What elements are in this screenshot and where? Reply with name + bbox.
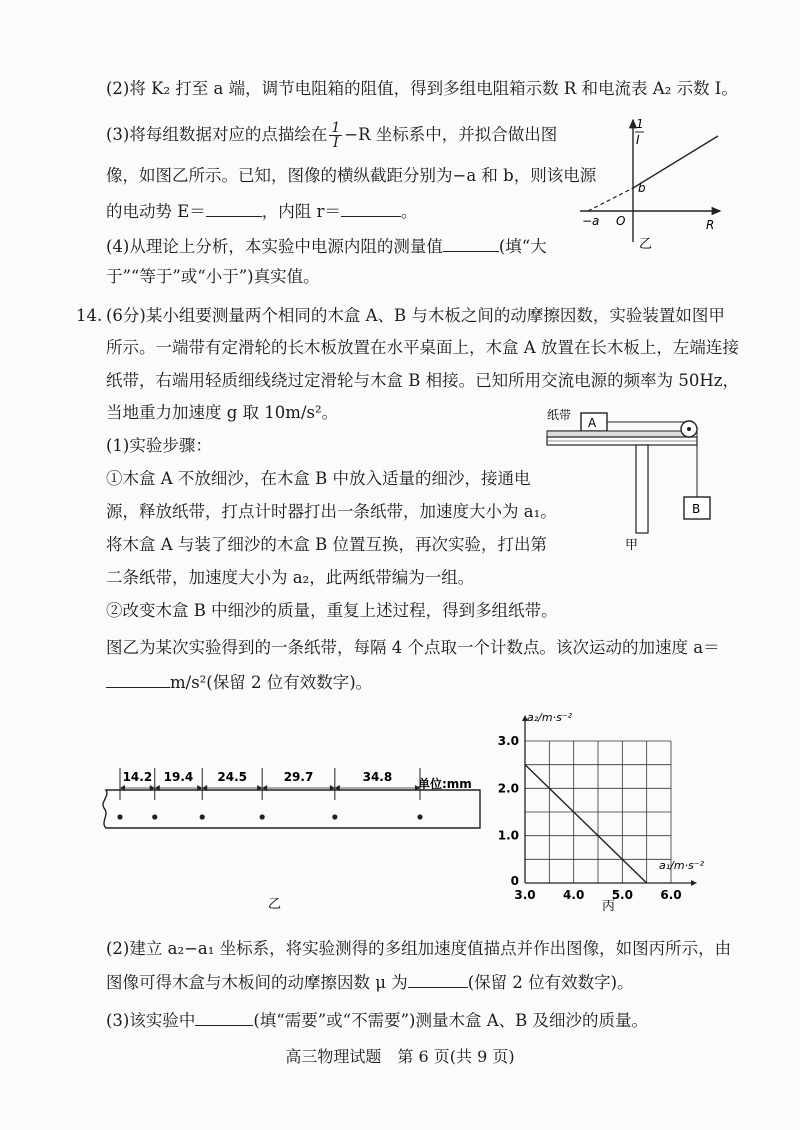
segment-length-label: 34.8: [362, 770, 393, 784]
tape-dot: [200, 814, 205, 819]
tape-dot: [332, 814, 337, 819]
q13-part3-pre: (3)将每组数据对应的点描绘在: [106, 125, 328, 144]
subq3-answer-blank[interactable]: [195, 1009, 253, 1026]
extrapolated-dashed-line: [588, 188, 633, 211]
question-14-line3: 纸带，右端用轻质细线绕过定滑轮与木盒 B 相接。已知所用交流电源的频率为 50Hz，: [106, 371, 739, 390]
segment-length-label: 24.5: [217, 770, 247, 784]
tape-dot: [417, 814, 422, 819]
paper-tape-label: 纸带: [547, 408, 572, 422]
x-axis-arrow: [691, 880, 697, 886]
y-label-denominator: I: [636, 133, 640, 147]
origin-label: O: [616, 214, 626, 228]
subq2-line2: [106, 971, 634, 994]
figure-yi-inverse-current-graph: [570, 112, 730, 252]
y-label-numerator: 1: [636, 117, 644, 131]
part4-answer-blank[interactable]: [443, 235, 499, 252]
page-footer: 高三物理试题 第 6 页(共 9 页): [285, 1047, 515, 1066]
subq2-line1: (2)建立 a₂−a₁ 坐标系，将实验测得的多组加速度值描点并作出图像，如图丙所示，由: [106, 939, 732, 958]
figure-yi-paper-tape: [98, 760, 488, 910]
question-14-line2: 所示。一端带有定滑轮的长木板放置在水平桌面上，木盒 A 放置在长木板上，左端连接: [106, 338, 739, 357]
figure-jia-apparatus: [543, 405, 713, 555]
x-tick-label: 6.0: [660, 888, 682, 902]
table-leg: [636, 445, 648, 533]
segment-length-label: 29.7: [283, 770, 314, 784]
question-14-number: 14.: [76, 306, 103, 325]
question-14-line4: 当地重力加速度 g 取 10m/s²。: [106, 403, 339, 422]
fit-line: [633, 136, 718, 188]
part4-options: (填“大: [498, 237, 547, 256]
acceleration-unit: m/s²(保留 2 位有效数字)。: [170, 673, 373, 692]
subq3-options: (填“需要”或“不需要”)测量木盒 A、B 及细沙的质量。: [253, 1011, 649, 1030]
segment-length-label: 14.2: [122, 770, 153, 784]
chart-x-label: a₁/m·s⁻²: [659, 859, 705, 872]
friction-coefficient-prompt: 图像可得木盒与木板间的动摩擦因数 μ 为: [106, 973, 408, 992]
steps-title: (1)实验步骤：: [106, 436, 212, 455]
question-14-line1: (6分)某小组要测量两个相同的木盒 A、B 与木板之间的动摩擦因数，实验装置如图甲: [106, 306, 725, 325]
q13-part3-post: −R 坐标系中，并拟合做出图: [344, 125, 558, 144]
step1-line4: 二条纸带，加速度大小为 a₂，此两纸带编为一组。: [106, 568, 475, 587]
box-a-label: A: [588, 416, 597, 430]
step1-line2: 源，释放纸带，打点计时器打出一条纸带，加速度大小为 a₁。: [106, 502, 557, 521]
step2: ②改变木盒 B 中细沙的质量，重复上述过程，得到多组纸带。: [106, 601, 558, 620]
tape-unit-label: 单位:mm: [418, 777, 472, 791]
internal-resistance-prompt: ，内阻 r＝: [261, 202, 341, 221]
figure-bing-chart: [497, 705, 717, 930]
fraction-denominator: I: [333, 135, 339, 151]
friction-coefficient-answer-blank[interactable]: [408, 971, 468, 988]
series-line: [525, 765, 647, 883]
segment-length-label: 19.4: [163, 770, 194, 784]
emf-prompt: 的电动势 E＝: [106, 202, 206, 221]
step1-line1: ①木盒 A 不放细沙，在木盒 B 中放入适量的细沙，接通电: [106, 469, 531, 488]
friction-coefficient-note: (保留 2 位有效数字)。: [467, 973, 634, 992]
y-tick-label: 2.0: [497, 781, 519, 796]
emf-answer-blank[interactable]: [206, 200, 262, 217]
tape-caption: 乙: [268, 897, 282, 910]
y-tick-label: 1.0: [497, 828, 519, 843]
box-b-label: B: [692, 502, 701, 516]
part4-prompt: (4)从理论上分析，本实验中电源内阻的测量值: [106, 237, 443, 256]
subq3-prompt: (3)该实验中: [106, 1011, 196, 1030]
x-tick-label: 4.0: [563, 888, 585, 902]
figure-caption: 乙: [639, 237, 653, 252]
x-tick-label: 5.0: [611, 888, 633, 902]
step1-line3: 将木盒 A 与装了细沙的木盒 B 位置互换，再次实验，打出第: [106, 535, 548, 554]
fraction-numerator: 1: [331, 120, 341, 136]
tape-dot: [260, 814, 265, 819]
acceleration-answer-blank[interactable]: [106, 671, 170, 688]
resistance-answer-blank[interactable]: [341, 200, 401, 217]
pulley-axle: [687, 427, 691, 431]
long-board: [547, 431, 691, 437]
one-over-i-fraction: [329, 121, 342, 150]
q13-part4-line2: 于”“等于”或“小于”)真实值。: [106, 267, 320, 286]
q13-part2: (2)将 K₂ 打至 a 端，调节电阻箱的阻值，得到多组电阻箱示数 R 和电流表 A₂ 示数 I。: [106, 79, 738, 98]
chart-y-label: a₂/m·s⁻²: [527, 711, 573, 724]
tape-dot: [152, 814, 157, 819]
y-tick-label: 0: [510, 874, 519, 888]
q13-part3-line3: [106, 200, 417, 223]
q13-part4-line1: [106, 235, 547, 258]
period: 。: [400, 202, 418, 221]
subq3: [106, 1009, 648, 1032]
tape-description: 图乙为某次实验得到的一条纸带，每隔 4 个点取一个计数点。该次运动的加速度 a＝: [106, 638, 720, 657]
figure-jia-caption: 甲: [625, 538, 639, 553]
x-intercept-label: −a: [582, 214, 600, 228]
q13-part3-line2: 像，如图乙所示。已知，图像的横纵截距分别为−a 和 b，则该电源: [106, 166, 597, 185]
y-tick-label: 3.0: [497, 734, 519, 748]
tape-marks: [117, 768, 422, 820]
y-intercept-label: b: [638, 181, 646, 195]
chart-caption: 丙: [602, 899, 616, 914]
x-axis-label: R: [706, 218, 715, 232]
x-tick-label: 3.0: [514, 888, 536, 902]
tape-dot: [117, 814, 122, 819]
tape-outline: [103, 790, 480, 828]
acceleration-answer-line: [106, 671, 372, 694]
q13-part3-line1: [106, 120, 557, 150]
